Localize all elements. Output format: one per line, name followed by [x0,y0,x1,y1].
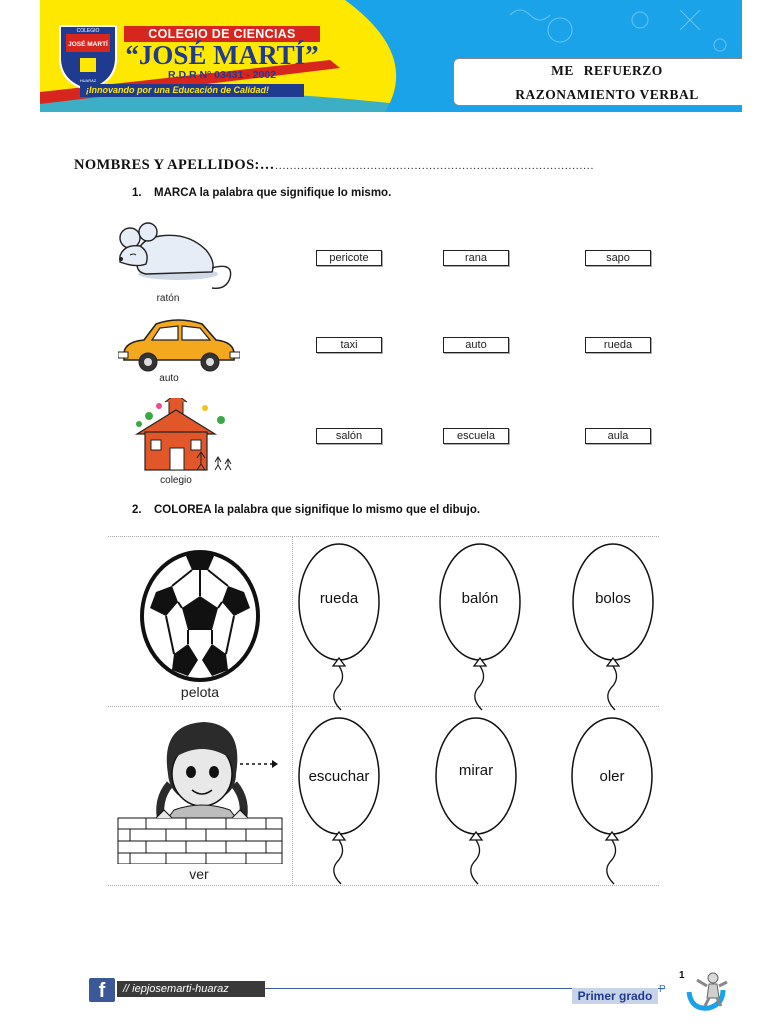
balloon-word: mirar [458,762,494,779]
grade-label: Primer grado [572,988,658,1004]
exercise-1-number: 1. [132,187,142,199]
car-icon [118,318,240,374]
option-rueda[interactable]: rueda [585,337,651,353]
exercise-2-table [108,536,659,886]
option-rana[interactable]: rana [443,250,509,266]
balloon-icon [297,542,387,712]
exercise-2-text: COLOREA la palabra que signifique lo mismo que el dibujo. [154,504,481,516]
option-escuela[interactable]: escuela [443,428,509,444]
caption-pelota: pelota [180,684,220,700]
exercise-2-number: 2. [132,504,142,516]
student-name-field[interactable] [74,157,594,174]
school-crest-icon [56,22,120,92]
caption-ver: ver [189,866,209,882]
option-sapo[interactable]: sapo [585,250,651,266]
page-number: 1 [679,970,685,981]
table-divider [292,536,293,886]
balloon-icon [434,716,524,886]
balloon-rueda[interactable] [297,542,387,712]
page-footer [0,970,768,1024]
school-icon [135,398,235,476]
exercise-1-text: MARCA la palabra que signifique lo mismo. [154,187,392,199]
mouse-icon [116,222,238,294]
caption-raton: ratón [156,293,180,304]
school-name: “JOSÉ MARTÍ” [125,40,319,70]
balloon-word: oler [599,768,625,785]
girl-looking-icon [116,714,286,864]
balloon-word: escuchar [308,768,370,785]
exercise-1-instruction [132,187,391,199]
balloon-word: rueda [319,590,359,607]
soccer-ball-icon [138,544,262,684]
balloon-icon [571,542,661,712]
option-taxi[interactable]: taxi [316,337,382,353]
balloon-escuchar[interactable] [297,716,387,886]
caption-auto: auto [159,373,179,384]
table-divider [108,536,659,537]
balloon-oler[interactable] [570,716,660,886]
crest-text-top: COLEGIO [76,28,100,34]
school-motto: ¡Innovando por una Educación de Calidad! [80,84,304,97]
exercise-2-instruction [132,504,480,516]
worksheet-title-box [453,58,742,106]
balloon-icon [297,716,387,886]
balloon-bolos[interactable] [571,542,661,712]
grade-label-tail: P [659,984,666,995]
crest-text-city: HUARAZ [79,78,97,83]
worksheet-subject: RAZONAMIENTO VERBAL [515,87,699,102]
balloon-icon [570,716,660,886]
balloon-mirar[interactable] [434,716,524,886]
student-name-dots: …………………………………………………………………………… [274,160,594,172]
header-banner [40,0,742,112]
mascot-icon [683,970,729,1012]
balloon-word: balón [461,590,499,607]
balloon-word: bolos [595,590,631,607]
facebook-icon[interactable]: f [89,978,115,1002]
balloon-icon [438,542,528,712]
worksheet-title: ME REFUERZO [551,63,663,78]
balloon-balon[interactable] [438,542,528,712]
option-pericote[interactable]: pericote [316,250,382,266]
option-auto[interactable]: auto [443,337,509,353]
student-name-label: NOMBRES Y APELLIDOS:… [74,157,275,173]
option-salon[interactable]: salón [316,428,382,444]
school-resolution: R.D.R N° 03431 - 2002 [167,69,277,81]
crest-text-name: JOSÉ MARTÍ [68,41,108,48]
facebook-handle[interactable]: // iepjosemarti-huaraz [117,981,265,997]
option-aula[interactable]: aula [585,428,651,444]
school-prefix: COLEGIO DE CIENCIAS [124,26,320,42]
caption-colegio: colegio [160,475,192,486]
